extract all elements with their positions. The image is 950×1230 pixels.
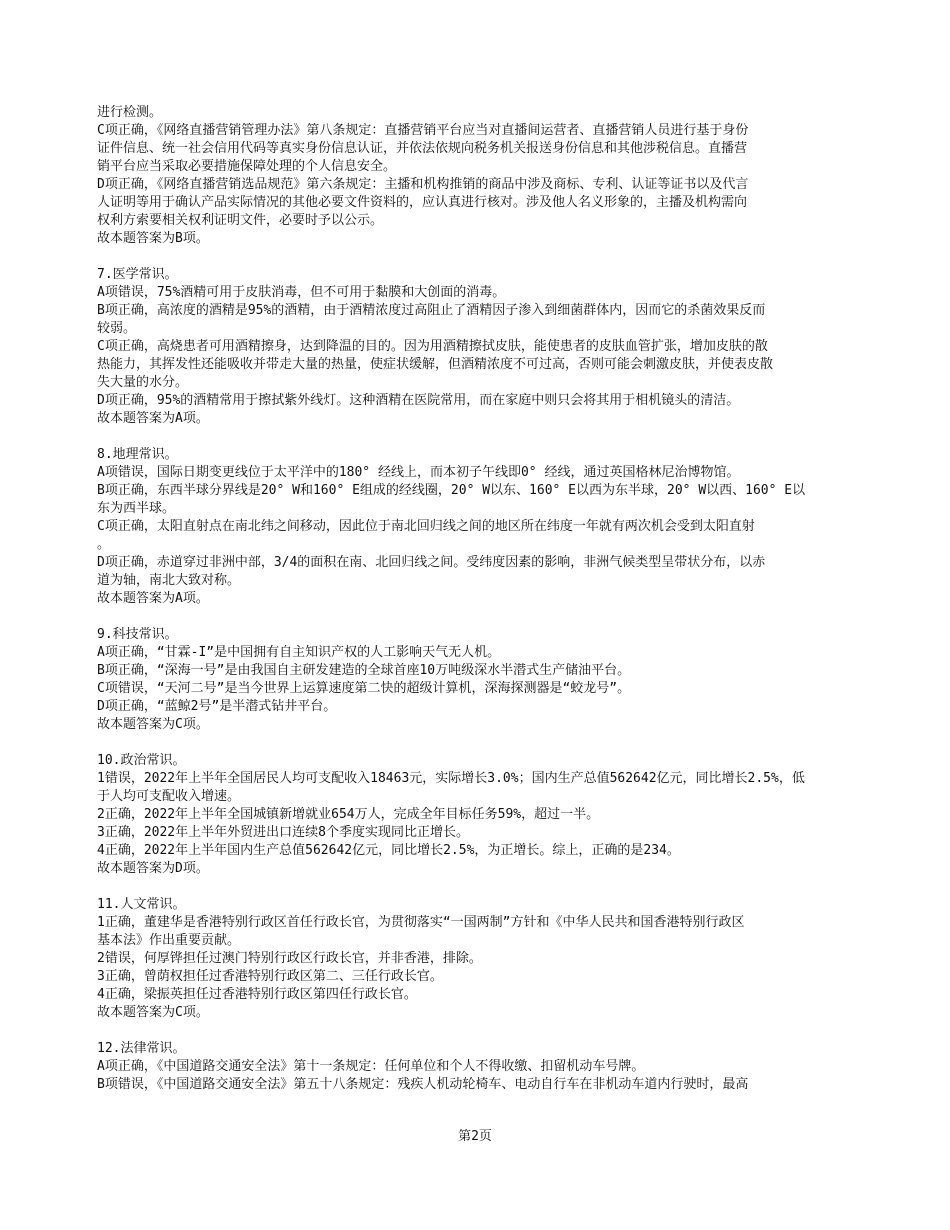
text-line: A项错误，国际日期变更线位于太平洋中的180° 经线上，而本初子午线即0° 经线，通过英国格林尼治博物馆。	[97, 465, 740, 480]
text-line: 2错误，何厚铧担任过澳门特别行政区行政长官，并非香港，排除。	[97, 951, 482, 966]
text-line: 于人均可支配收入增速。	[97, 789, 241, 804]
text-line: 10.政治常识。	[97, 753, 186, 768]
paragraph-gap	[97, 878, 867, 896]
text-line: 道为轴，南北大致对称。	[97, 573, 241, 588]
text-line: 3正确，曾荫权担任过香港特别行政区第二、三任行政长官。	[97, 969, 443, 984]
text-line: 东为西半球。	[97, 501, 176, 516]
text-line: A项错误，75%酒精可用于皮肤消毒，但不可用于黏膜和大创面的消毒。	[97, 285, 506, 300]
text-line: D项正确，赤道穿过非洲中部，3/4的面积在南、北回归线之间。受纬度因素的影响，非洲气候类型呈带状分布，以赤	[97, 555, 766, 570]
paragraph-gap	[97, 734, 867, 752]
text-line: A项正确，《中国道路交通安全法》第十一条规定：任何单位和个人不得收缴、扣留机动车号牌。	[97, 1059, 645, 1074]
text-line: 权利方索要相关权利证明文件，必要时予以公示。	[97, 213, 384, 228]
paragraph-gap	[97, 1022, 867, 1040]
text-line: C项正确，《网络直播营销管理办法》第八条规定：直播营销平台应当对直播间运营者、直播营销人员进行基于身份	[97, 123, 749, 138]
text-line: 较弱。	[97, 321, 137, 336]
text-line: 故本题答案为D项。	[97, 861, 209, 876]
text-line: D项正确，《网络直播营销选品规范》第六条规定：主播和机构推销的商品中涉及商标、专利、认证等证书以及代言	[97, 177, 749, 192]
text-line: D项正确，95%的酒精常用于擦拭紫外线灯。这种酒精在医院常用，而在家庭中则只会将其用于相机镜头的清洁。	[97, 393, 740, 408]
text-line: 热能力，其挥发性还能吸收并带走大量的热量，使症状缓解，但酒精浓度不可过高，否则可能会刺激皮肤，并使表皮散	[97, 357, 774, 372]
text-line: 进行检测。	[97, 105, 163, 120]
text-line: 故本题答案为C项。	[97, 1005, 209, 1020]
text-line: 基本法》作出重要贡献。	[97, 933, 241, 948]
text-line: A项正确，“甘霖-I”是中国拥有自主知识产权的人工影响天气无人机。	[97, 645, 501, 660]
text-line: 1正确，董建华是香港特别行政区首任行政长官，为贯彻落实“一国两制”方针和《中华人民共和国香港特别行政区	[97, 915, 745, 930]
paragraph-gap	[97, 428, 867, 446]
text-line: 销平台应当采取必要措施保障处理的个人信息安全。	[97, 159, 397, 174]
paragraph-gap	[97, 608, 867, 626]
text-line: 12.法律常识。	[97, 1041, 186, 1056]
text-line: C项正确，太阳直射点在南北纬之间移动，因此位于南北回归线之间的地区所在纬度一年就有两次机会受到太阳直射	[97, 519, 755, 534]
text-line: 失大量的水分。	[97, 375, 189, 390]
text-line: 3正确，2022年上半年外贸进出口连续8个季度实现同比正增长。	[97, 825, 469, 840]
text-line: 4正确，2022年上半年国内生产总值562642亿元，同比增长2.5%，为正增长。综上，正确的是234。	[97, 843, 680, 858]
text-line: 故本题答案为B项。	[97, 231, 209, 246]
text-line: 证件信息、统一社会信用代码等真实身份信息认证，并依法依规向税务机关报送身份信息和其他涉税信息。直播营	[97, 141, 748, 156]
text-line: 故本题答案为A项。	[97, 411, 209, 426]
text-line: B项正确，高浓度的酒精是95%的酒精，由于酒精浓度过高阻止了酒精因子渗入到细菌群体内，因而它的杀菌效果反而	[97, 303, 766, 318]
text-line: B项正确，“深海一号”是由我国自主研发建造的全球首座10万吨级深水半潜式生产储油平台。	[97, 663, 631, 678]
page-number: 第2页	[458, 1129, 492, 1144]
text-line: 8.地理常识。	[97, 447, 178, 462]
text-line: C项正确，高烧患者可用酒精擦身，达到降温的目的。因为用酒精擦拭皮肤，能使患者的皮肤血管扩张，增加皮肤的散	[97, 339, 768, 354]
text-line: 故本题答案为A项。	[97, 591, 209, 606]
text-line: 2正确，2022年上半年全国城镇新增就业654万人，完成全年目标任务59%，超过一半。	[97, 807, 600, 822]
text-line: D项正确，“蓝鲸2号”是半潜式钻井平台。	[97, 699, 337, 714]
text-line: 11.人文常识。	[97, 897, 186, 912]
text-line: B项错误，《中国道路交通安全法》第五十八条规定：残疾人机动轮椅车、电动自行车在非机动车道内行驶时，最高	[97, 1077, 749, 1092]
text-line: 4正确，梁振英担任过香港特别行政区第四任行政长官。	[97, 987, 417, 1002]
text-line: 1错误，2022年上半年全国居民人均可支配收入18463元，实际增长3.0%；国内生产总值562642亿元，同比增长2.5%，低	[97, 771, 805, 786]
paragraph-gap	[97, 248, 867, 266]
text-line: 人证明等用于确认产品实际情况的其他必要文件资料的，应认真进行核对。涉及他人名义形象的，主播及机构需向	[97, 195, 748, 210]
text-line: 。	[97, 537, 111, 552]
text-line: B项正确，东西半球分界线是20° W和160° E组成的经线圈，20° W以东、160° E以西为东半球，20° W以西、160° E以	[97, 483, 806, 498]
text-line: 7.医学常识。	[97, 267, 178, 282]
text-line: 故本题答案为C项。	[97, 717, 209, 732]
document-body	[97, 104, 867, 1094]
text-line: C项错误，“天河二号”是当今世界上运算速度第二快的超级计算机，深海探测器是“蛟龙号”。	[97, 681, 631, 696]
text-line: 9.科技常识。	[97, 627, 178, 642]
